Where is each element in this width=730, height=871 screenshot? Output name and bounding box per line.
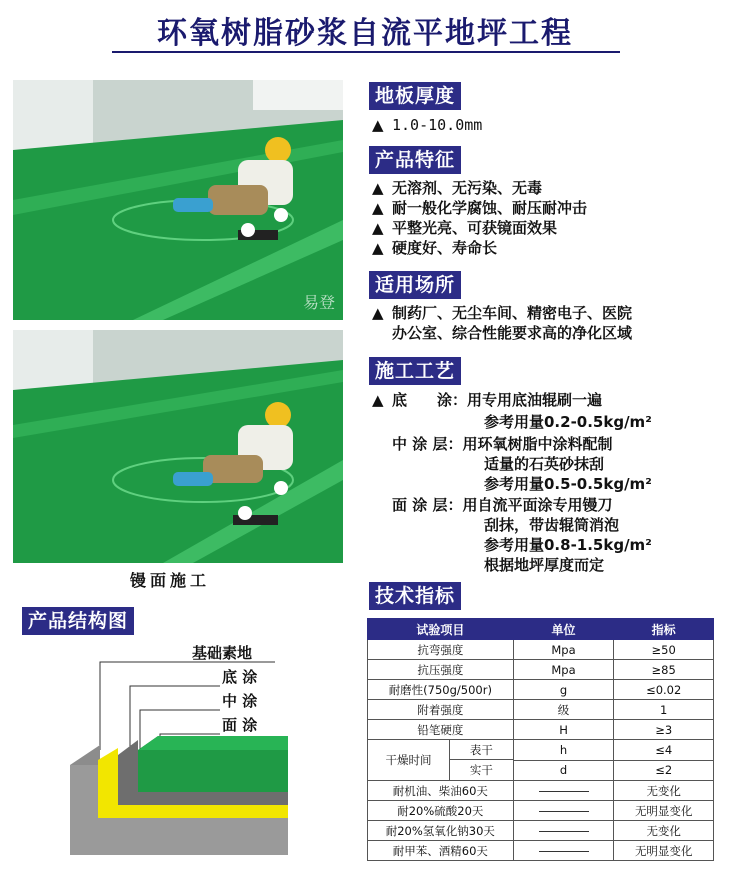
usage-line-1: ▲ 制药厂、无尘车间、精密电子、医院: [372, 304, 633, 322]
process-top: 面 涂 层：用自流平面涂专用镘刀: [392, 496, 613, 514]
spec-value: 无变化: [614, 821, 714, 841]
spec-value: ≤2: [614, 760, 714, 781]
spec-value: 无明显变化: [614, 841, 714, 861]
spec-unit: h: [513, 740, 614, 761]
spec-unit: Mpa: [513, 660, 614, 680]
table-header-row: [368, 619, 714, 640]
table-row: [368, 841, 714, 861]
spec-unit: d: [513, 760, 614, 781]
thickness-header: 地板厚度: [369, 82, 461, 110]
spec-value: ≥50: [614, 640, 714, 660]
table-row: [368, 700, 714, 720]
table-row: [368, 801, 714, 821]
spec-item: 耐甲苯、酒精60天: [368, 841, 514, 861]
spec-unit: H: [513, 720, 614, 740]
spec-item-dry: 干燥时间 表干 实干: [368, 740, 514, 781]
table-row: [368, 680, 714, 700]
spec-item: 耐磨性(750g/500r): [368, 680, 514, 700]
title-underline: [112, 51, 620, 53]
page-title: 环氧树脂砂浆自流平地坪工程: [157, 16, 573, 51]
spec-item: 抗弯强度: [368, 640, 514, 660]
layer-label-primer: 底 涂: [222, 668, 258, 686]
spec-unit: 级: [513, 700, 614, 720]
spec-item: 耐机油、柴油60天: [368, 781, 514, 801]
table-row: [368, 781, 714, 801]
process-top-desc: 刮抹，带齿辊筒消泡: [484, 516, 620, 534]
feature-item: ▲ 无溶剂、无污染、无毒: [372, 179, 543, 197]
spec-value: 无明显变化: [614, 801, 714, 821]
column-header: 单位: [513, 619, 614, 640]
spec-item: 抗压强度: [368, 660, 514, 680]
table-row: [368, 740, 714, 761]
spec-unit-dash: [513, 841, 614, 861]
table-row: [368, 640, 714, 660]
usage-header: 适用场所: [369, 271, 461, 299]
table-row: [368, 821, 714, 841]
process-mid-desc: 适量的石英砂抹刮: [484, 455, 605, 473]
dry-solid-label: 实干: [469, 763, 493, 777]
dry-surface-label: 表干: [450, 740, 513, 760]
construction-photo-1: [13, 80, 343, 320]
process-bottom: ▲ 底 涂：用专用底油辊刷一遍: [372, 391, 603, 409]
features-header: 产品特征: [369, 146, 461, 174]
column-header: 指标: [614, 619, 714, 640]
spec-unit: g: [513, 680, 614, 700]
process-top-note: 根据地坪厚度而定: [484, 556, 605, 574]
construction-photo-2: [13, 330, 343, 563]
feature-item: ▲ 耐一般化学腐蚀、耐压耐冲击: [372, 199, 588, 217]
column-header: 试验项目: [368, 619, 514, 640]
spec-unit-dash: [513, 801, 614, 821]
spec-unit-dash: [513, 821, 614, 841]
spec-item: 耐20%氢氧化钠30天: [368, 821, 514, 841]
spec-value: ≥85: [614, 660, 714, 680]
table-row: [368, 660, 714, 680]
spec-item: 附着强度: [368, 700, 514, 720]
feature-item: ▲ 平整光亮、可获镜面效果: [372, 219, 558, 237]
feature-item: ▲ 硬度好、寿命长: [372, 239, 498, 257]
process-mid-ref: 参考用量0.5-0.5kg/m²: [484, 475, 652, 493]
process-bottom-ref: 参考用量0.2-0.5kg/m²: [484, 413, 652, 431]
layer-label-base: 基础素地: [192, 644, 253, 662]
spec-value: 无变化: [614, 781, 714, 801]
layer-label-top: 面 涂: [222, 716, 258, 734]
spec-value: ≤4: [614, 740, 714, 761]
thickness-value: ▲ 1.0-10.0mm: [372, 116, 483, 134]
process-header: 施工工艺: [369, 357, 461, 385]
spec-item: 耐20%硫酸20天: [368, 801, 514, 821]
structure-header: 产品结构图: [22, 607, 134, 635]
spec-value: ≥3: [614, 720, 714, 740]
photo-caption: 镘面施工: [130, 571, 211, 590]
spec-value: ≤0.02: [614, 680, 714, 700]
spec-unit: Mpa: [513, 640, 614, 660]
photo-watermark: 易登: [303, 293, 336, 312]
spec-table: [367, 618, 714, 861]
structure-diagram: [60, 640, 290, 860]
spec-value: 1: [614, 700, 714, 720]
spec-unit-dash: [513, 781, 614, 801]
spec-item: 铅笔硬度: [368, 720, 514, 740]
usage-line-2: 办公室、综合性能要求高的净化区域: [392, 324, 633, 342]
layer-label-middle: 中 涂: [222, 692, 258, 710]
table-row: [368, 720, 714, 740]
specs-header: 技术指标: [369, 582, 461, 610]
process-top-ref: 参考用量0.8-1.5kg/m²: [484, 536, 652, 554]
process-mid: 中 涂 层：用环氧树脂中涂料配制: [392, 435, 613, 453]
